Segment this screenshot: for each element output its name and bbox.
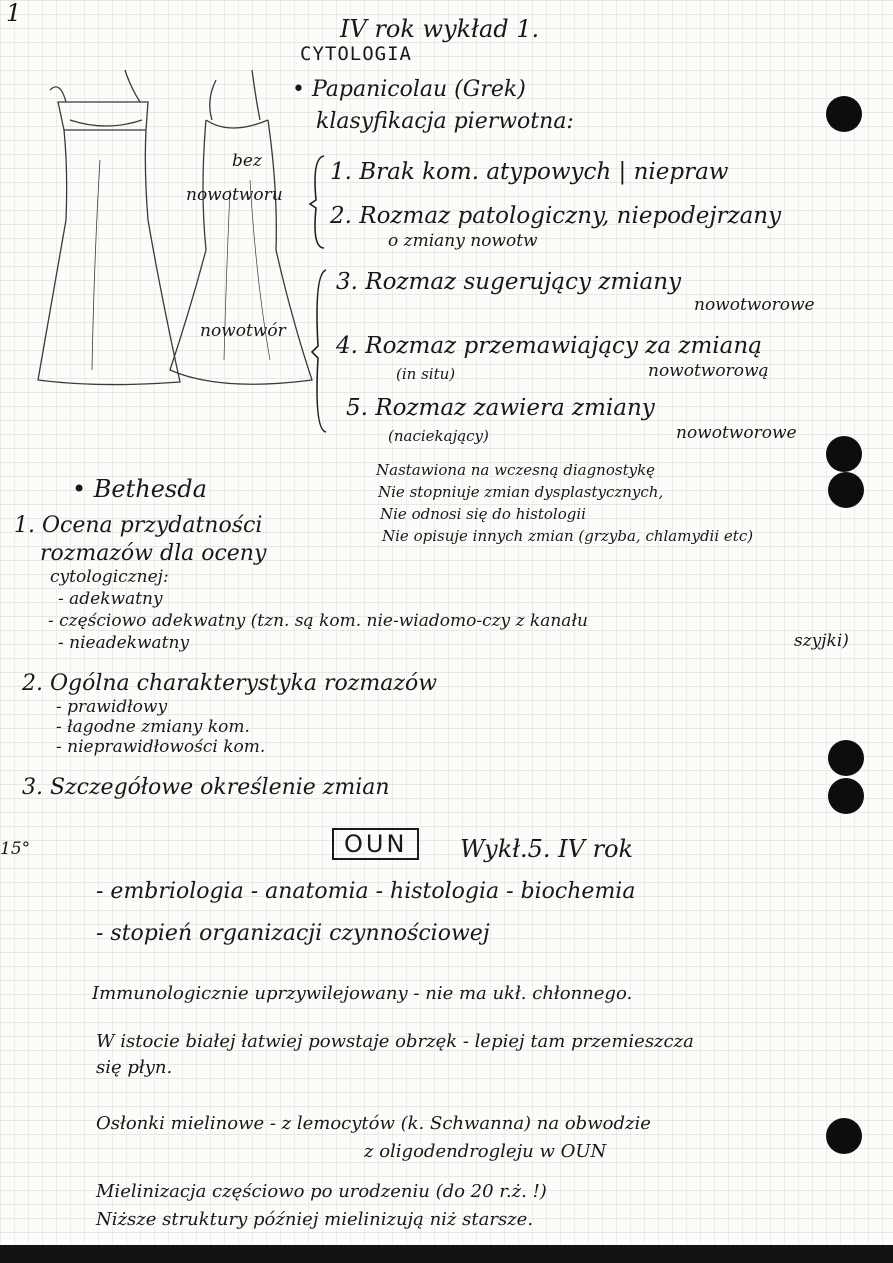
classification-item: o zmiany nowotw [388, 231, 538, 251]
subject-title: CYTOLOGIA [300, 43, 412, 65]
bethesda-note: Nie opisuje innych zmian (grzyba, chlamydii etc) [382, 527, 754, 545]
punch-hole [826, 96, 862, 132]
bethesda-line: - nieadekwatny [58, 633, 190, 653]
classification-item: 5. Rozmaz zawiera zmiany [346, 395, 655, 421]
papanicolaou-subtitle: klasyfikacja pierwotna: [316, 109, 574, 134]
label-benign-b: nowotworu [186, 185, 283, 205]
bethesda-line: rozmazów dla oceny [40, 541, 267, 566]
bethesda-note: Nastawiona na wczesną diagnostykę [376, 461, 656, 479]
bethesda-line: 2. Ogólna charakterystyka rozmazów [22, 671, 438, 696]
classification-item: nowotworowe [676, 423, 797, 443]
label-benign-a: bez [232, 151, 262, 171]
bethesda-line: 1. Ocena przydatności [14, 513, 263, 538]
bethesda-line: - łagodne zmiany kom. [56, 717, 250, 737]
oun-line: Osłonki mielinowe - z lemocytów (k. Schwanna) na obwodzie [96, 1113, 651, 1134]
bethesda-line: - częściowo adekwatny (tzn. są kom. nie-wiadomo-czy z kanału [48, 611, 588, 631]
bethesda-line: - nieprawidłowości kom. [56, 737, 266, 757]
bethesda-line: 3. Szczegółowe określenie zmian [22, 775, 390, 800]
lecture-header: IV rok wykład 1. [340, 15, 540, 43]
dress-sketch [30, 40, 330, 400]
classification-item: 1. Brak kom. atypowych | niepraw [330, 159, 729, 185]
papanicolaou-bullet: • Papanicolau (Grek) [292, 77, 526, 102]
classification-item: (in situ) [396, 365, 456, 383]
bethesda-line: - prawidłowy [56, 697, 168, 717]
bethesda-line: - adekwatny [58, 589, 163, 609]
punch-hole [826, 1118, 862, 1154]
oun-line: Mielinizacja częściowo po urodzeniu (do 20 r.ż. !) [96, 1181, 547, 1202]
oun-box-label: OUN [332, 828, 419, 860]
classification-item: nowotworowe [694, 295, 815, 315]
oun-line: - embriologia - anatomia - histologia - biochemia [96, 879, 636, 904]
classification-item: nowotworową [648, 361, 769, 381]
bethesda-line: szyjki) [794, 631, 849, 651]
classification-item: 4. Rozmaz przemawiający za zmianą [336, 333, 762, 359]
classification-item: (naciekający) [388, 427, 489, 445]
bethesda-title: • Bethesda [72, 475, 207, 503]
page-number: 1 [6, 0, 22, 27]
classification-item: 2. Rozmaz patologiczny, niepodejrzany [330, 203, 782, 229]
oun-line: z oligodendrogleju w OUN [364, 1141, 607, 1162]
bethesda-note: Nie odnosi się do histologii [380, 505, 586, 523]
oun-line: - stopień organizacji czynnościowej [96, 921, 490, 946]
classification-item: 3. Rozmaz sugerujący zmiany [336, 269, 682, 295]
oun-line: Immunologicznie uprzywilejowany - nie ma ukł. chłonnego. [92, 983, 633, 1004]
punch-hole [828, 778, 864, 814]
punch-hole [828, 740, 864, 776]
oun-line: W istocie białej łatwiej powstaje obrzęk - lepiej tam przemieszcza [96, 1031, 694, 1052]
bethesda-line: cytologicznej: [50, 567, 169, 587]
oun-line: Niższe struktury później mielinizują niż starsze. [96, 1209, 534, 1230]
bracket-benign [308, 152, 328, 252]
margin-note: 15° [0, 839, 31, 859]
bracket-malignant [310, 266, 330, 436]
bethesda-note: Nie stopniuje zmian dysplastycznych, [378, 483, 664, 501]
punch-hole [828, 472, 864, 508]
oun-line: się płyn. [96, 1057, 173, 1078]
label-malignant: nowotwór [200, 321, 286, 341]
oun-heading: Wykł.5. IV rok [460, 835, 634, 863]
scan-edge [0, 1245, 893, 1263]
punch-hole [826, 436, 862, 472]
